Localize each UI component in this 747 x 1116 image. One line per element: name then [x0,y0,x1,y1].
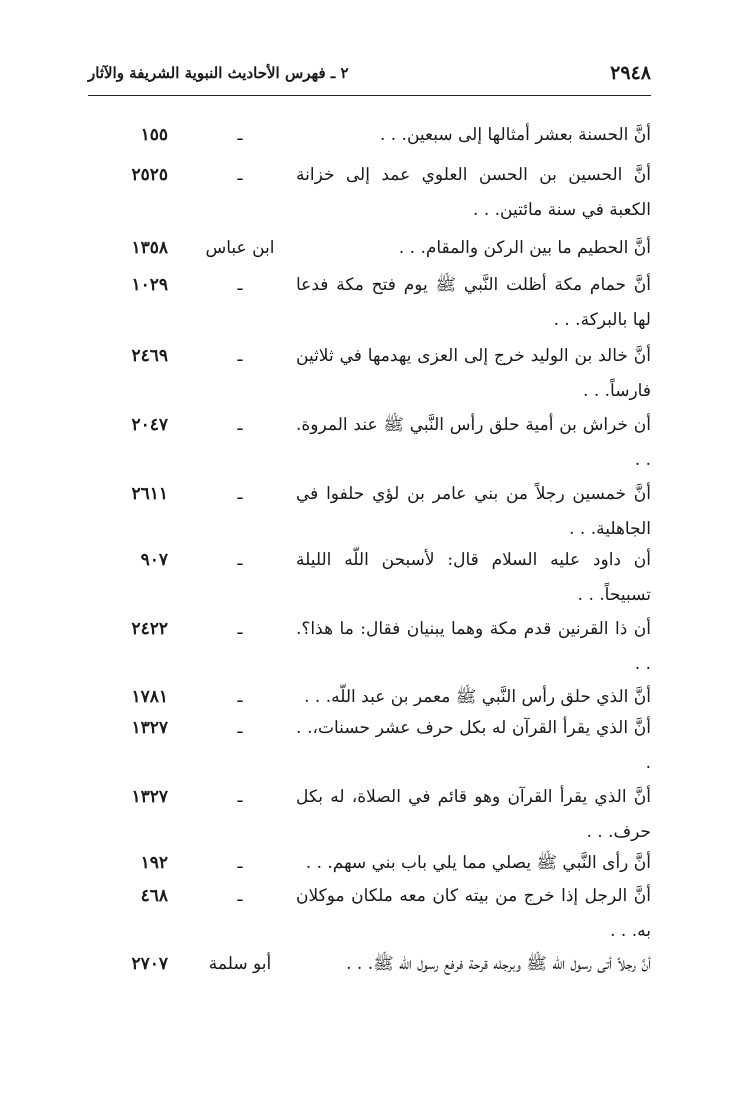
hadith-text: أنَّ خالد بن الوليد خرج إلى العزى يهدمها في ثلاثين فارساً. . . [296,346,651,401]
narrator: ـ [237,275,243,295]
index-entry [0,846,747,876]
hadith-number: ٢٠٤٧ [131,415,168,435]
index-entry [0,711,747,773]
index-entry [0,158,747,220]
narrator: ـ [237,165,243,185]
hadith-number: ٢٤٢٢ [131,619,168,639]
hadith-number: ١٧٨١ [131,687,168,707]
narrator: ابن عباس [205,238,275,258]
narrator: ـ [237,687,243,707]
hadith-text: أنَّ الحسين بن الحسن العلوي عمد إلى خزانة الكعبة في سنة مائتين. . . [296,165,651,220]
index-entry [0,268,747,330]
narrator: ـ [237,484,243,504]
hadith-text: أنَّ حمام مكة أظلت النَّبي ﷺ يوم فتح مكة فدعا لها بالبركة. . . [296,275,651,330]
index-entry [0,118,747,148]
hadith-number: ٢٥٢٥ [131,165,168,185]
narrator: ـ [237,787,243,807]
hadith-text: أن ذا القرنين قدم مكة وهما يبنيان فقال: ما هذا؟. . . [296,619,651,674]
narrator: ـ [237,718,243,738]
index-entry [0,231,747,261]
hadith-text: أنَّ رجلاً أتى رسول اللّه ﷺ وبرجله قرحة فرفع رسول اللّه ﷺ. . . [346,954,651,974]
narrator: ـ [237,619,243,639]
index-entry [0,879,747,941]
page-number: ٢٩٤٨ [610,62,651,84]
hadith-number: ١٣٢٧ [131,718,168,738]
index-entry [0,477,747,539]
index-entry [0,543,747,605]
hadith-text: أنَّ الذي حلق رأس النَّبي ﷺ معمر بن عبد اللّه. . . [304,687,651,707]
page-header [88,56,651,96]
hadith-text: أنَّ الحسنة بعشر أمثالها إلى سبعين. . . [379,125,651,145]
narrator: ـ [237,415,243,435]
hadith-number: ١٥٥ [140,125,168,145]
hadith-number: ١٣٢٧ [131,787,168,807]
narrator: أبو سلمة [208,954,272,974]
hadith-number: ١٩٢ [140,853,168,873]
header-rule [88,95,651,96]
index-entry [0,947,747,977]
hadith-number: ١٣٥٨ [131,238,168,258]
hadith-text: أنَّ الحطيم ما بين الركن والمقام. . . [398,238,651,258]
index-entry [0,612,747,674]
hadith-number: ٢٦١١ [131,484,168,504]
hadith-text: أنَّ رأى النَّبي ﷺ يصلي مما يلي باب بني سهم. . . [305,853,651,873]
hadith-text: أنَّ الذي يقرأ القرآن له بكل حرف عشر حسنات،. . . [296,718,651,773]
index-entry [0,780,747,842]
narrator: ـ [237,853,243,873]
narrator: ـ [237,346,243,366]
hadith-text: أن داود عليه السلام قال: لأسبحن اللّه الليلة تسبيحاً. . . [296,550,651,605]
index-entry [0,680,747,710]
hadith-number: ٩٠٧ [140,550,168,570]
narrator: ـ [237,550,243,570]
hadith-text: أنَّ الرجل إذا خرج من بيته كان معه ملكان موكلان به. . . [296,886,651,941]
hadith-number: ٢٤٦٩ [131,346,168,366]
running-title: ٢ ـ فهرس الأحاديث النبوية الشريفة والآثار [88,64,349,82]
hadith-number: ١٠٢٩ [131,275,168,295]
index-entry [0,408,747,470]
hadith-number: ٢٧٠٧ [131,954,168,974]
hadith-text: أن خراش بن أمية حلق رأس النَّبي ﷺ عند المروة. . . [296,415,651,470]
narrator: ـ [237,886,243,906]
index-entry [0,339,747,401]
hadith-text: أنَّ الذي يقرأ القرآن وهو قائم في الصلاة، له بكل حرف. . . [296,787,651,842]
hadith-text: أنَّ خمسين رجلاً من بني عامر بن لؤي حلفوا في الجاهلية. . . [296,484,651,539]
hadith-number: ٤٦٨ [140,886,168,906]
narrator: ـ [237,125,243,145]
